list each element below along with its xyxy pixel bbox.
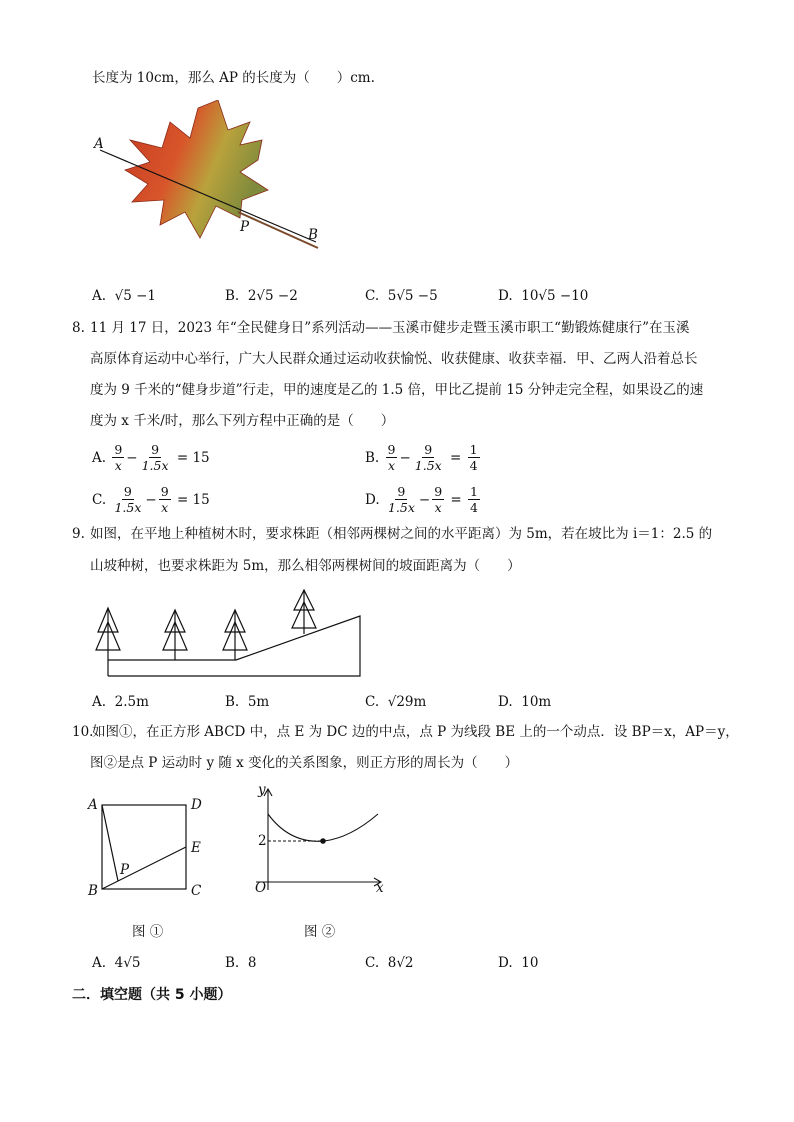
q8-option-a[interactable]: A. $\frac{9}{x}$ − $\frac{9}{1.5x}$ = 15: [92, 442, 210, 473]
square-abcd-figure: [98, 801, 198, 891]
q10-option-d[interactable]: D. 10: [498, 955, 539, 971]
fig1-label-b: B: [88, 883, 98, 899]
maple-leaf-figure: [90, 100, 330, 250]
q8-line-4: 度为 x 千米/时，那么下列方程中正确的是（ ）: [90, 413, 395, 429]
q7-option-c[interactable]: C. 5√5 −5: [365, 288, 438, 304]
segment-be: [102, 847, 186, 889]
segment-ap: [102, 805, 118, 881]
point-a-label: A: [94, 136, 104, 152]
q9-option-c[interactable]: C. √29m: [365, 694, 427, 710]
fig2-label-2: 2: [258, 833, 267, 849]
q10-line-1: 如图①，在正方形 ABCD 中，点 E 为 DC 边的中点，点 P 为线段 BE 上的一个动点．设 BP＝x，AP＝y，: [92, 724, 739, 740]
fig1-label-c: C: [191, 883, 202, 899]
q8-option-b[interactable]: B. $\frac{9}{x}$ − $\frac{9}{1.5x}$ = $\frac{1}{4}$: [365, 442, 478, 473]
slope-trees-figure: [90, 588, 370, 680]
q9-line-1: 如图，在平地上种植树木时，要求株距（相邻两棵树之间的水平距离）为 5m，若在坡比为 i＝1：2.5 的: [90, 526, 713, 542]
q10-option-a[interactable]: A. 4√5: [92, 955, 141, 971]
tree-3: [223, 610, 247, 660]
q10-option-b[interactable]: B. 8: [225, 955, 257, 971]
square: [102, 805, 186, 889]
tree-4: [292, 590, 316, 634]
fig2-label-y: y: [258, 782, 266, 798]
fig1-label-d: D: [191, 797, 202, 813]
q10-number: 10.: [72, 724, 94, 740]
q7-option-b[interactable]: B. 2√5 −2: [225, 288, 298, 304]
fig1-label-e: E: [191, 840, 201, 856]
q9-option-b[interactable]: B. 5m: [225, 694, 270, 710]
q8-option-d[interactable]: D. $\frac{9}{1.5x}$ − $\frac{9}{x}$ = $\frac{1}{4}$: [365, 484, 478, 515]
q7-option-a[interactable]: A. √5 −1: [92, 288, 157, 304]
leaf-stem: [238, 212, 318, 248]
q8-line-2: 高原体育运动中心举行，广大人民群众通过运动收获愉悦、收获健康、收获幸福．甲、乙两人沿着总长: [90, 351, 698, 367]
section-2-title: 二．填空题（共 5 小题）: [72, 987, 232, 1003]
point-b-label: B: [308, 227, 318, 243]
q9-option-d[interactable]: D. 10m: [498, 694, 552, 710]
q8-line-1: 11 月 17 日，2023 年“全民健身日”系列活动——玉溪市健步走暨玉溪市职工“勤锻炼健康行”在玉溪: [90, 320, 690, 336]
fig1-label-p: P: [120, 862, 130, 878]
q9-line-2: 山坡种树，也要求株距为 5m，那么相邻两棵树间的坡面距离为（ ）: [90, 558, 521, 574]
min-point: [320, 838, 326, 844]
q8-number: 8.: [72, 320, 85, 336]
tree-2: [163, 610, 187, 660]
fig2-caption: 图 ②: [304, 924, 336, 940]
fig2-label-x: x: [376, 880, 384, 896]
q7-option-d[interactable]: D. 10√5 −10: [498, 288, 589, 304]
leaf-shape: [125, 100, 268, 238]
q9-number: 9.: [72, 526, 85, 542]
q8-line-3: 度为 9 千米的“健身步道”行走，甲的速度是乙的 1.5 倍，甲比乙提前 15 分钟走完全程，如果设乙的速: [90, 382, 704, 398]
fig1-label-a: A: [88, 797, 98, 813]
yx-graph-figure: [250, 786, 390, 896]
q10-option-c[interactable]: C. 8√2: [365, 955, 414, 971]
fig2-label-o: O: [255, 880, 267, 896]
point-p-label: P: [240, 219, 250, 235]
q10-line-2: 图②是点 P 运动时 y 随 x 变化的关系图象，则正方形的周长为（ ）: [90, 755, 519, 771]
curve: [268, 814, 378, 841]
tree-1: [96, 608, 120, 660]
q9-option-a[interactable]: A. 2.5m: [92, 694, 149, 710]
fig1-caption: 图 ①: [132, 924, 164, 940]
q7-stem-line: 长度为 10cm，那么 AP 的长度为（ ）cm.: [92, 70, 375, 86]
q8-option-c[interactable]: C. $\frac{9}{1.5x}$ − $\frac{9}{x}$ = 15: [92, 484, 210, 515]
